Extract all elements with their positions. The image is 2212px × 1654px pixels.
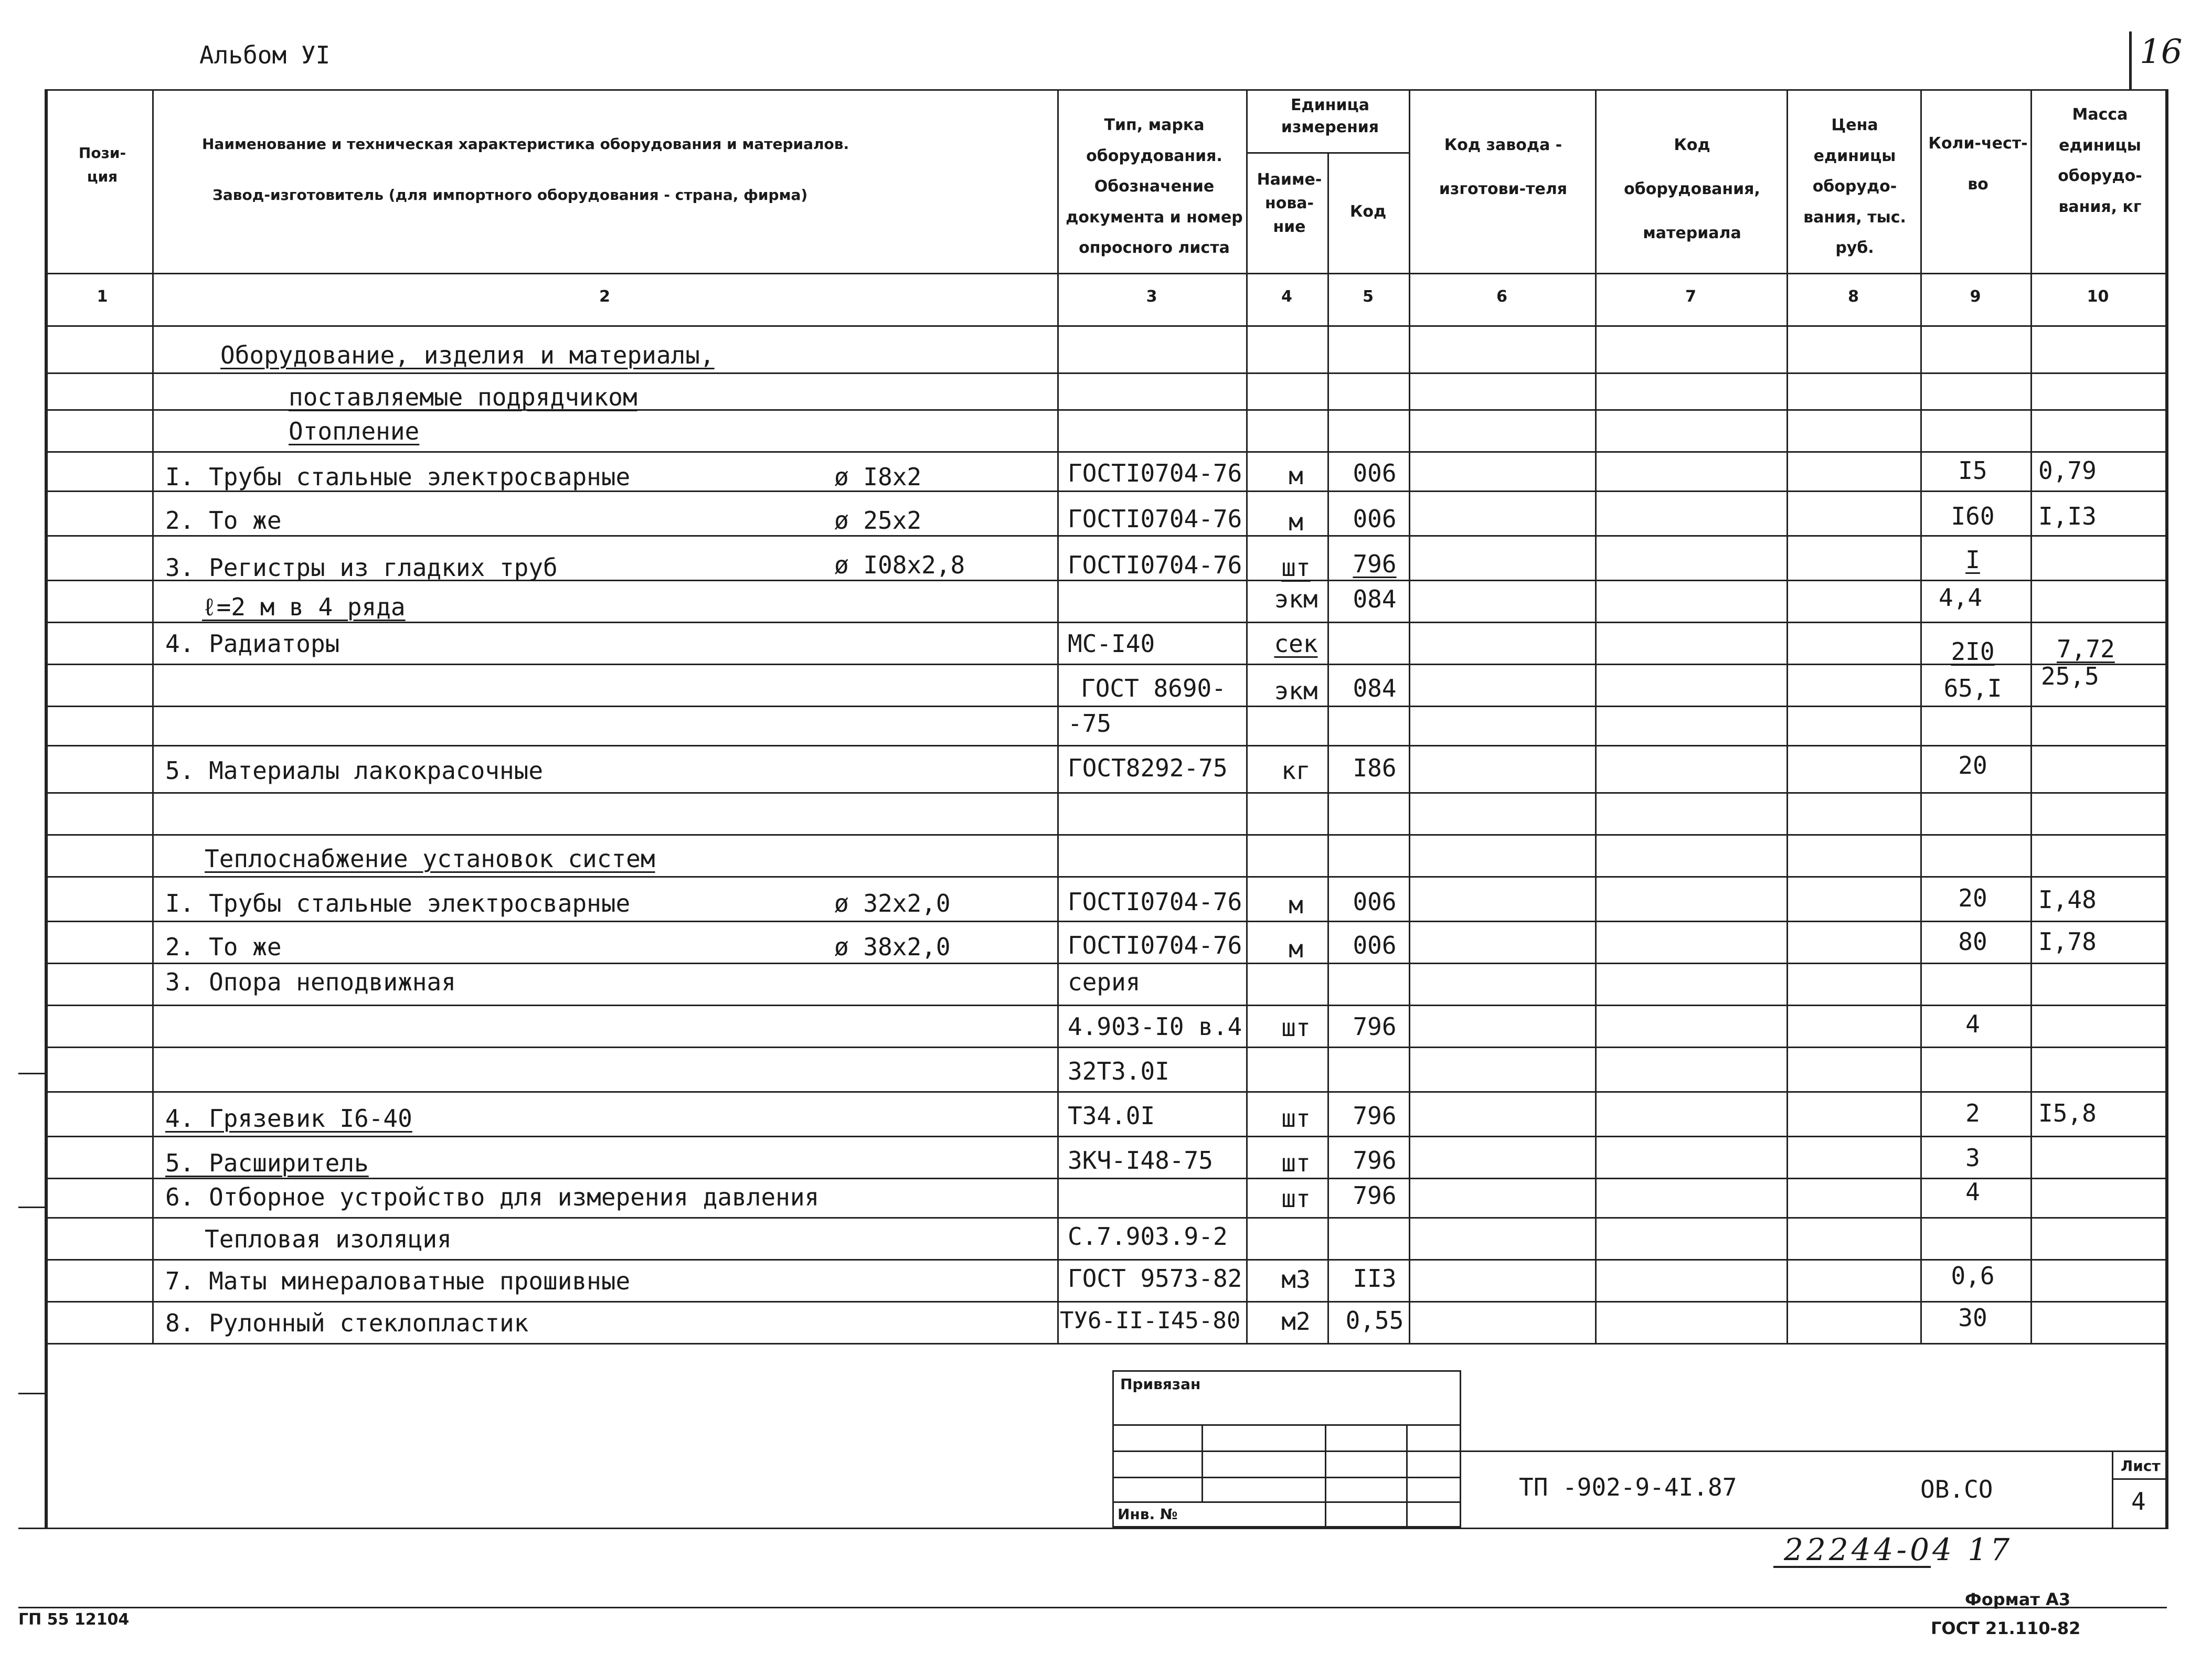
item-qty: 3 (1965, 1144, 1980, 1172)
handwritten-number: 22244-04 17 (1784, 1532, 2013, 1567)
item-type: ЗКЧ-I48-75 (1068, 1146, 1213, 1175)
item-unit: экм (1274, 585, 1318, 613)
item-size: ø 25x2 (834, 506, 922, 535)
item-type: МС-I40 (1068, 629, 1155, 658)
item-code: 084 (1353, 674, 1397, 702)
footer-left-code: ГП 55 12104 (18, 1610, 130, 1629)
frame-right (2165, 89, 2168, 1529)
inventory-label: Инв. № (1118, 1506, 1178, 1523)
item-unit: м3 (1281, 1265, 1311, 1294)
section-title: Оборудование, изделия и материалы, (220, 341, 715, 369)
header-unit-name: Наиме-нова-ние (1257, 170, 1322, 236)
col-number: 2 (599, 287, 610, 306)
item-unit: сек (1274, 629, 1318, 658)
album-label: Альбом УІ (199, 41, 331, 69)
binding-label: Привязан (1120, 1375, 1201, 1393)
item-name: 5. Материалы лакокрасочные (165, 756, 544, 785)
header-name-line1: Наименование и техническая характеристика оборудования и материалов. (202, 135, 849, 153)
item-name: 3. Регистры из гладких труб (165, 553, 558, 582)
item-name: 3. Опора неподвижная (165, 968, 456, 996)
item-type: серия (1068, 968, 1141, 996)
sheet-label: Лист (2121, 1457, 2161, 1475)
item-unit: экм (1274, 677, 1318, 705)
item-code: 006 (1353, 459, 1397, 487)
header-mass: Масса единицы оборудо-вания, кг (2058, 105, 2142, 216)
item-name: I. Трубы стальные электросварные (165, 889, 631, 917)
col-number: 6 (1496, 287, 1507, 306)
item-code: 006 (1353, 505, 1397, 533)
item-code: II3 (1353, 1264, 1397, 1293)
item-code: 006 (1353, 888, 1397, 916)
item-size: ø 38x2,0 (834, 933, 951, 961)
col-line-6 (1595, 89, 1597, 1343)
item-type: С.7.903.9-2 (1068, 1222, 1228, 1251)
item-type: ГОСТI0704-76 (1068, 931, 1242, 959)
item-mass: I,78 (2038, 927, 2097, 956)
item-qty: 4 (1965, 1178, 1980, 1206)
sheet-number: 4 (2131, 1487, 2146, 1516)
col-number: 8 (1848, 287, 1859, 306)
header-position: Пози- ция (78, 144, 126, 185)
item-name: 2. То же (165, 506, 282, 535)
col-number: 3 (1146, 287, 1157, 306)
footer-line (18, 1607, 2167, 1608)
item-type: Т34.0I (1068, 1102, 1155, 1130)
item-unit: шт (1281, 553, 1311, 582)
col-line-1 (152, 89, 154, 1343)
item-mass: 0,79 (2038, 456, 2097, 485)
item-type: ТУ6-II-I45-80 (1060, 1307, 1241, 1334)
item-name: 2. То же (165, 933, 282, 961)
header-unit-code: Код (1349, 202, 1387, 221)
sheet-handwritten: 16 (2140, 33, 2183, 71)
item-name: 7. Маты минераловатные прошивные (165, 1267, 631, 1295)
item-name: 4. Радиаторы (165, 629, 340, 658)
col-line-2 (1057, 89, 1059, 1343)
section-title: Теплоснабжение установок систем (205, 845, 655, 873)
item-type: ГОСТI0704-76 (1068, 888, 1242, 916)
item-qty: 2 (1965, 1099, 1980, 1127)
item-type: ГОСТ 8690- (1081, 674, 1226, 702)
item-unit: м (1289, 891, 1303, 919)
binding-stamp (1112, 1370, 1461, 1528)
frame-top (45, 89, 2167, 91)
item-size: ø I8x2 (834, 463, 922, 491)
item-qty: I60 (1951, 502, 1995, 530)
item-name: Тепловая изоляция (205, 1225, 452, 1253)
item-unit: м (1289, 935, 1303, 963)
section-title: Отопление (289, 417, 420, 445)
item-qty: I5 (1958, 456, 1987, 485)
item-name: 5. Расширитель (165, 1149, 369, 1177)
item-unit: кг (1281, 756, 1311, 785)
col-line-3 (1246, 89, 1248, 1343)
item-unit: шт (1281, 1104, 1311, 1133)
item-code: 796 (1353, 1181, 1397, 1210)
header-bottom (45, 273, 2167, 274)
item-code: 796 (1353, 550, 1397, 578)
format-label: Формат А3 (1965, 1589, 2071, 1609)
item-code: 084 (1353, 585, 1397, 613)
corner-divider (2129, 31, 2132, 89)
header-price: Цена единицы оборудо-вания, тыс. руб. (1803, 116, 1906, 257)
item-code: 0,55 (1345, 1306, 1404, 1335)
col-number: 10 (2087, 287, 2109, 306)
handwritten-underline (1773, 1566, 1931, 1568)
item-mass: 25,5 (2041, 662, 2099, 690)
col-number: 9 (1970, 287, 1981, 306)
item-qty: 4,4 (1939, 583, 1983, 612)
item-name: 4. Грязевик I6-40 (165, 1104, 412, 1133)
section-title: поставляемые подрядчиком (289, 383, 637, 411)
item-mass: 7,72 (2057, 635, 2115, 663)
item-type: ГОСТI0704-76 (1068, 551, 1242, 579)
item-qty: 0,6 (1951, 1262, 1995, 1290)
item-code: 796 (1353, 1102, 1397, 1130)
item-qty: 80 (1958, 927, 1987, 956)
col-line-9 (2030, 89, 2032, 1343)
header-name-line2: Завод-изготовитель (для импортного оборудования - страна, фирма) (212, 186, 808, 204)
col-number: 7 (1685, 287, 1696, 306)
item-type: ГОСТ8292-75 (1068, 754, 1228, 782)
item-mass: I,I3 (2038, 502, 2097, 530)
item-mass: I5,8 (2038, 1099, 2097, 1127)
item-type: -75 (1068, 709, 1112, 738)
item-size: ø 32x2,0 (834, 889, 951, 917)
numbers-bottom (45, 325, 2167, 327)
item-mass: I,48 (2038, 885, 2097, 914)
header-unit: Единица измерения (1281, 96, 1379, 136)
item-qty: I (1965, 546, 1980, 574)
document-code: ТП -902-9-4I.87 (1519, 1473, 1737, 1501)
item-name: 6. Отборное устройство для измерения давления (165, 1183, 820, 1211)
item-unit: шт (1281, 1185, 1311, 1213)
item-type: 4.903-I0 в.4 (1068, 1012, 1242, 1041)
item-name: I. Трубы стальные электросварные (165, 463, 631, 491)
col-number: 4 (1281, 287, 1292, 306)
item-unit: шт (1281, 1149, 1311, 1177)
item-note: ℓ=2 м в 4 ряда (202, 593, 406, 621)
item-type: ГОСТ 9573-82 (1068, 1264, 1242, 1293)
item-unit: м (1289, 508, 1303, 536)
item-qty: 4 (1965, 1010, 1980, 1038)
item-unit: шт (1281, 1013, 1311, 1042)
item-unit: м2 (1281, 1307, 1311, 1336)
item-qty: 65,I (1943, 674, 2002, 702)
col-number: 5 (1363, 287, 1374, 306)
frame-left (45, 89, 48, 1529)
item-code: I86 (1353, 754, 1397, 782)
item-code: 796 (1353, 1012, 1397, 1041)
header-factory-code: Код завода - изготови-теля (1439, 136, 1568, 198)
col-number: 1 (97, 287, 108, 306)
frame-bottom (18, 1528, 2167, 1529)
col-line-7 (1786, 89, 1788, 1343)
gost-label: ГОСТ 21.110-82 (1931, 1618, 2081, 1638)
item-code: 796 (1353, 1146, 1397, 1175)
item-qty: 20 (1958, 751, 1987, 780)
header-type: Тип, марка оборудования. Обозначение документа и номер опросного листа (1066, 116, 1243, 257)
item-qty: 2I0 (1951, 637, 1995, 666)
item-code: 006 (1353, 931, 1397, 959)
stamp-top-line (1461, 1450, 2167, 1452)
header-equipment-code: Код оборудования, материала (1624, 136, 1760, 242)
item-size: ø I08x2,8 (834, 551, 965, 579)
item-type: ГОСТI0704-76 (1068, 505, 1242, 533)
item-name: 8. Рулонный стеклопластик (165, 1309, 529, 1337)
item-qty: 20 (1958, 884, 1987, 912)
item-qty: 30 (1958, 1304, 1987, 1332)
item-type: 32Т3.0I (1068, 1057, 1169, 1085)
item-type: ГОСТI0704-76 (1068, 459, 1242, 487)
item-unit: м (1289, 462, 1303, 490)
document-mark: ОВ.СО (1920, 1475, 1993, 1503)
header-quantity: Коли-чест-во (1928, 134, 2028, 194)
